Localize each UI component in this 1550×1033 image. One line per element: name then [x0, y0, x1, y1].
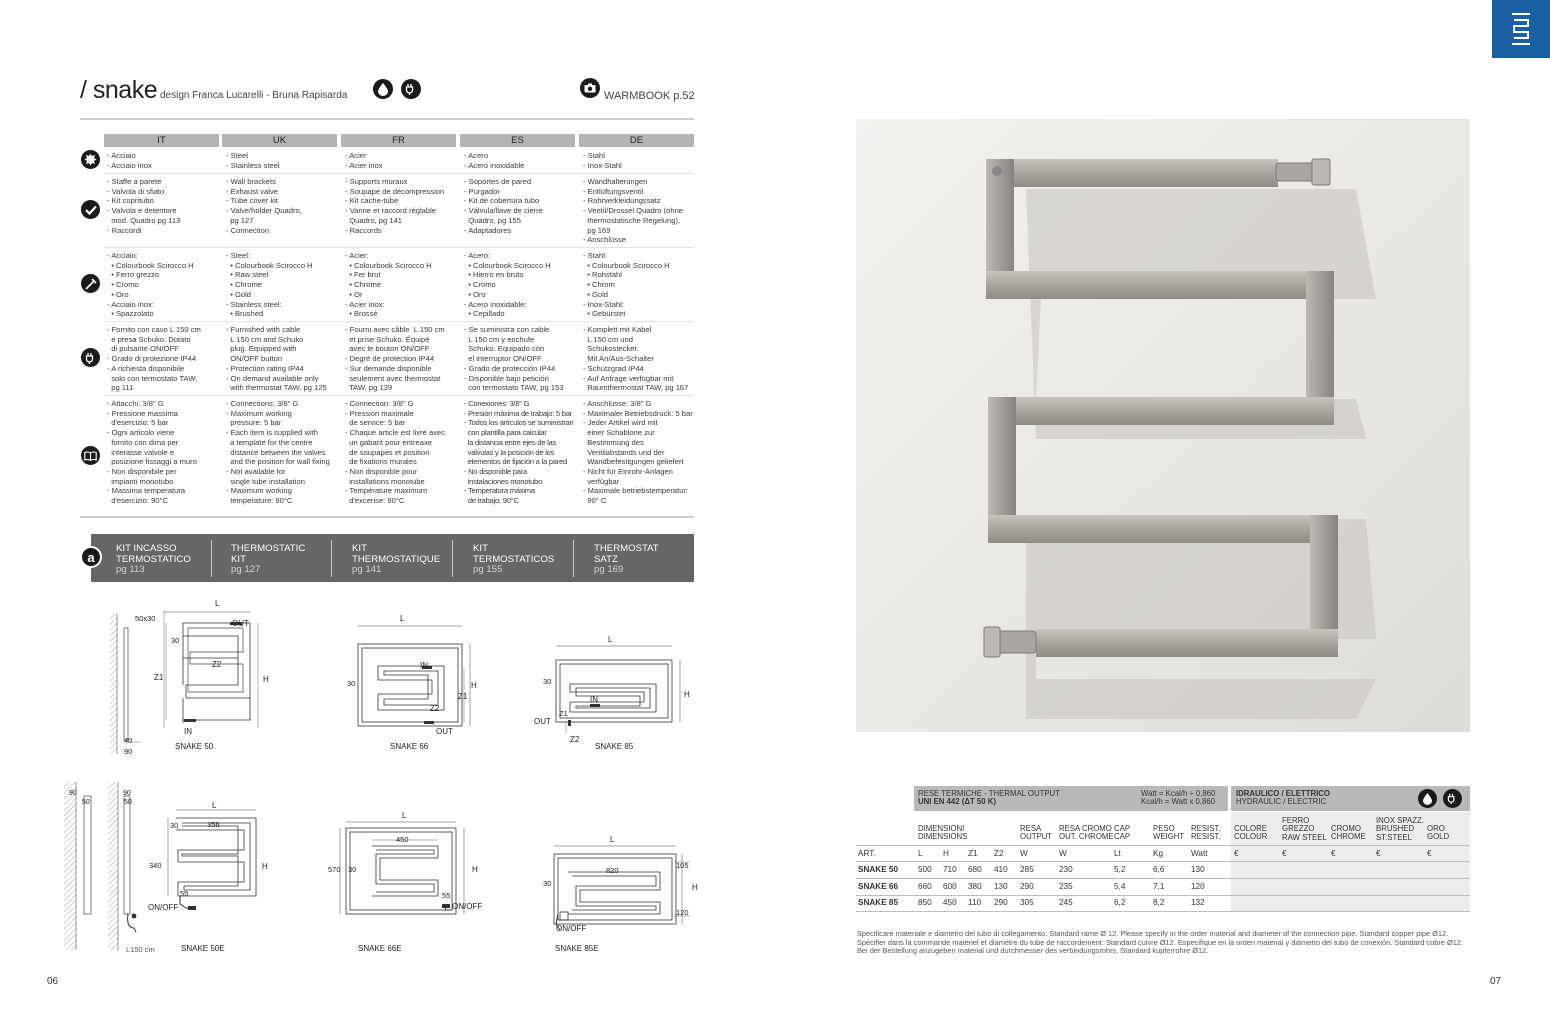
drawing-snake-66	[340, 610, 480, 740]
price-chrome: €	[1331, 849, 1336, 858]
kit-title: KIT THERMOSTATIQUE	[352, 543, 441, 565]
model-name: SNAKE 85	[858, 898, 899, 907]
value-capacity: 6,2	[1114, 898, 1126, 907]
spec-cell: - Acier: • Colourbook Scirocco H • Fer brut • Chrome • Or - Acier inox: • Brossé	[345, 251, 432, 319]
row-divider	[856, 878, 1470, 879]
warmbook-reference: WARMBOOK p.52	[604, 90, 695, 102]
drawing-snake-85	[530, 634, 695, 744]
page-number-left: 06	[47, 976, 59, 987]
dim-label: 30	[543, 677, 552, 686]
unit-w: W	[1020, 849, 1028, 858]
spec-cell: - Se suministra con cable L 150 cm y enchufe Schuko. Equipado con el interruptor ON/OFF - Grado de protección IP44 - Disponible bajo petición con termostato TAW, pg 153	[464, 325, 564, 393]
switch-label: ON/OFF	[452, 902, 483, 911]
kit-title: KIT TERMOSTATICOS	[473, 543, 555, 565]
value-h: 450	[943, 898, 957, 907]
kit-page: pg 169	[594, 564, 624, 575]
spec-cell: - Wall brackets - Exhaust valve - Tube cover kit - Valve/holder Quadro, pg 127 - Connection	[226, 177, 302, 235]
unit-watt: Watt	[1191, 849, 1208, 858]
dim-h: H	[472, 865, 478, 874]
hydraulic-subheading: HYDRAULIC / ELECTRIC	[1236, 797, 1327, 806]
spec-cell: - Connection: 3/8" G - Pression maximale de service: 5 bar - Chaque article est livré avec un gabarit pour entreaxe de soupapes et position de fixations murales - Non disponible pour installations monotube - Température maximum d'excerise: 90°C	[345, 399, 446, 506]
out-label: OUT	[232, 619, 249, 628]
dim-label: 30	[348, 865, 357, 874]
row-divider	[856, 895, 1470, 896]
lang-header-de: DE	[579, 134, 694, 147]
product-photo	[856, 119, 1470, 732]
brand-tab	[1492, 0, 1550, 58]
brand-logo-icon	[1492, 0, 1550, 58]
spec-cell: - Connections: 3/8" G - Maximum working pressure: 5 bar - Each item is supplied with a template for the centre distance between the valves and the position for wall fixing - Not available for single tube installation - Maximum working temperature: 90°C	[226, 399, 330, 506]
checkmark-icon	[81, 200, 100, 219]
footnote	[857, 930, 1477, 956]
kit-separator	[331, 540, 332, 577]
spec-cell: - Furnished with cable L 150 cm and Schuko plug. Equipped with ON/OFF button - Protection rating IP44 - On demand available only with thermostat TAW, pg 125	[226, 325, 327, 393]
spec-cell: - Fornito con cavo L 150 cm e presa Schuko. Dotato di pulsante ON/OFF - Grado di protezione IP44 - A richiesta disponibile solo con termostato TAW, pg 111	[107, 325, 201, 393]
out-label: OUT	[534, 717, 551, 726]
dim-z2: Z2	[212, 660, 222, 669]
value-weight: 8,2	[1153, 898, 1165, 907]
thermal-standard: UNI EN 442 (ΔT 50 K)	[918, 797, 996, 806]
page-number-right: 07	[1490, 976, 1502, 987]
col-gold: ORO GOLD	[1427, 824, 1450, 842]
col-resistance: RESIST. RESIST.	[1191, 824, 1221, 842]
kit-title: THERMOSTAT SATZ	[594, 543, 659, 565]
value-z1: 110	[968, 898, 982, 907]
drawing-caption: SNAKE 85E	[555, 944, 599, 953]
footnote-line: Specificare materiale e diametro del tubo di collegamento. Standard rame Ø 12. Please specify in the order material and diameter of the connection pipe. Standard copper pipe Ø12.	[857, 929, 1449, 938]
value-resistance: 132	[1191, 898, 1205, 907]
dim-z1: Z1	[154, 673, 164, 682]
dim-label: 30	[543, 879, 552, 888]
unit-lt: Lt	[1114, 849, 1121, 858]
spec-cell: - Supports muraux - Soupape de décompression - Kit cache-tube - Vanne et raccord réglable Quadro, pg 141 - Raccords	[345, 177, 445, 235]
dim-l: L	[400, 614, 405, 623]
price-raw-steel: €	[1282, 849, 1287, 858]
dim-label: 55	[442, 891, 451, 900]
dim-l: L	[402, 811, 407, 820]
unit-l: L	[918, 849, 923, 858]
value-h: 600	[943, 882, 957, 891]
dim-label: 820	[606, 866, 619, 875]
drawing-snake-85e	[534, 834, 700, 944]
spec-cell: - Stahl: • Colourbook Scirocco H • Rohstahl • Chrom • Gold - Inox-Stahl: • Gebürstet	[583, 251, 670, 319]
value-z2: 410	[994, 865, 1008, 874]
drawing-caption: SNAKE 50E	[181, 944, 225, 953]
dim-h: H	[262, 862, 268, 871]
kit-page: pg 113	[116, 564, 145, 575]
kit-item-fr[interactable]	[352, 544, 440, 576]
dim-h: H	[263, 675, 269, 684]
value-output: 290	[1020, 882, 1034, 891]
row-divider	[104, 395, 694, 396]
dim-z2: Z2	[570, 735, 580, 744]
spec-cell: - Acero: • Colourbook Scirocco H • Hierro en bruto • Cromo • Oro - Acero inoxidable: • Cepillado	[464, 251, 551, 319]
unit-z1: Z1	[968, 849, 978, 858]
drawing-snake-50	[108, 598, 288, 758]
value-output-chrome: 245	[1059, 898, 1073, 907]
value-h: 710	[943, 865, 957, 874]
spec-cell: - Acero - Acero inoxidable	[464, 151, 525, 170]
dim-l: L	[215, 599, 220, 608]
product-title: / snake	[80, 76, 158, 104]
lang-header-it: IT	[104, 134, 219, 147]
dim-l: L	[212, 801, 217, 810]
unit-kg: Kg	[1153, 849, 1164, 858]
kit-separator	[573, 540, 574, 577]
water-drop-icon	[1418, 789, 1437, 808]
dim-label: 90	[69, 790, 77, 797]
col-output: RESA OUTPUT	[1020, 824, 1053, 842]
camera-icon	[580, 78, 600, 98]
col-capacity: CAP CAP	[1114, 824, 1131, 842]
hydraulic-heading: IDRAULICO / ELETTRICO	[1236, 789, 1330, 798]
dim-label: 340	[149, 861, 162, 870]
dim-label: 55	[180, 889, 189, 898]
electric-plug-icon	[81, 348, 100, 367]
radiator-image	[856, 119, 1470, 732]
switch-label: ON/OFF	[556, 924, 587, 933]
dim-z1: Z1	[458, 692, 468, 701]
kit-title: KIT INCASSO TERMOSTATICO	[116, 543, 191, 565]
spec-cell: - Staffe a parete - Valvola di sfiato - Kit copritubo - Valvola e detentore mod. Quadro pg 113 - Raccordi	[107, 177, 181, 235]
value-capacity: 5,2	[1114, 865, 1126, 874]
lang-header-fr: FR	[341, 134, 456, 147]
dim-label: 30	[347, 679, 356, 688]
spec-cell: - Acier - Acier inox	[345, 151, 383, 170]
col-chrome: CROMO CHROME	[1331, 824, 1366, 842]
value-z1: 680	[968, 865, 982, 874]
table-bottom-divider	[80, 516, 694, 518]
drawing-caption: SNAKE 66	[390, 742, 429, 751]
dim-l: L	[610, 835, 615, 844]
book-icon	[81, 446, 100, 465]
row-divider	[856, 861, 1470, 862]
dim-label: 450	[396, 835, 409, 844]
value-output: 285	[1020, 865, 1034, 874]
dim-h: H	[471, 681, 477, 690]
water-drop-icon	[373, 79, 393, 99]
spec-cell: - Fourni avec câble L 150 cm et prise Schuko. Équipé avec le bouton ON/OFF - Degré de protection IP44 - Sur demande disponible seulement avec thermostat TAW, pg 139	[345, 325, 445, 393]
dim-label: 90	[124, 747, 133, 756]
price-gold: €	[1427, 849, 1432, 858]
spec-cell: - Wandhalterungen - Entlüftungsventil - Rohrverkleidungssatz - Ventil/Drossel Quadro (ohne thermostatische Regelung), pg 169 - Anschlüsse	[583, 177, 684, 245]
in-label: IN	[420, 661, 428, 670]
designer-credit: design Franca Lucarelli - Bruna Rapisarda	[160, 90, 348, 101]
value-resistance: 120	[1191, 882, 1205, 891]
dim-label: 90	[123, 790, 131, 797]
drawing-snake-66e	[326, 810, 486, 940]
drawing-snake-50e	[62, 778, 282, 956]
spec-cell: - Conexiones: 3/8" G - Presión máxima de trabajo: 5 bar - Todos los artículos se suministran con plantilla para calcular la distancia entre ejes de las válvulas y la posición de los elementos de fijación a la pared - No disponible para instalaciones monotubo - Temperatura máxima de trabajo: 90°C	[464, 399, 574, 506]
price-colour: €	[1234, 849, 1239, 858]
col-raw-steel: FERRO GREZZO RAW STEEL	[1282, 816, 1327, 842]
spec-cell: - Acciaio - Acciaio inox	[107, 151, 152, 170]
finish-icon	[81, 274, 100, 293]
in-label: IN	[590, 695, 598, 704]
spec-cell: - Steel - Stainless steel	[226, 151, 280, 170]
dim-h: H	[692, 883, 698, 892]
cable-length-label: L150 cm	[126, 945, 155, 954]
value-weight: 7,1	[1153, 882, 1165, 891]
value-weight: 6,6	[1153, 865, 1165, 874]
dim-h: H	[684, 690, 690, 699]
thermal-heading: RESE TERMICHE - THERMAL OUTPUT	[918, 789, 1060, 798]
unit-h: H	[943, 849, 949, 858]
kit-separator	[211, 540, 212, 577]
plug-icon	[1443, 789, 1462, 808]
header-divider	[80, 118, 694, 120]
plug-icon	[401, 79, 421, 99]
dim-label: 30	[171, 636, 180, 645]
unit-w-chrome: W	[1059, 849, 1067, 858]
in-label: IN	[184, 727, 192, 736]
footnote-line: Spécifier dans la commande matériel et diamètre du tube de raccordement. Standard cuivre Ø12. Especifique en la orden material y diámetro del tubo de conexión. Standard cobre Ø12.	[857, 937, 1463, 947]
col-dimensions: DIMENSIONI DIMENSIONS	[918, 824, 968, 842]
dim-label: 30	[170, 821, 179, 830]
dim-label: 120	[676, 908, 689, 917]
dim-label: 50	[124, 799, 132, 806]
drawing-caption: SNAKE 85	[595, 742, 634, 751]
value-l: 850	[918, 898, 932, 907]
value-z1: 380	[968, 882, 982, 891]
switch-label: ON/OFF	[148, 903, 179, 912]
kit-item-uk[interactable]	[231, 544, 305, 576]
dim-label: 570	[328, 865, 341, 874]
kit-title: THERMOSTATIC KIT	[231, 543, 306, 565]
drawing-caption: SNAKE 50	[175, 742, 214, 751]
unit-z2: Z2	[994, 849, 1004, 858]
price-brushed: €	[1376, 849, 1381, 858]
value-capacity: 5,4	[1114, 882, 1126, 891]
value-l: 500	[918, 865, 932, 874]
spec-cell: - Soportes de pared - Purgador - Kit de cobertura tubo - Válvula/llave de cierre Quadro, pg 155 - Adaptadores	[464, 177, 543, 235]
kit-page: pg 127	[231, 564, 261, 575]
spec-cell: - Stahl - Inox-Stahl	[583, 151, 622, 170]
model-name: SNAKE 66	[858, 882, 899, 891]
footnote-line: Bei der Bestellung anzugeben material und durchmesser des verbindungsrohrs. Standard kupferrohre Ø12.	[857, 946, 1209, 956]
value-output-chrome: 230	[1059, 865, 1073, 874]
spec-cell: - Anschlüsse: 3/8" G - Maximaler Betriebsdruck: 5 bar - Jeder Artikel wird mit einer Schablone zur Bestimmung des Ventilabstands und der Wandbefestigungen geliefert - Nicht für Einrohr-Anlagen verfügbar - Maximale betriebstemperatur: 90° C	[583, 399, 693, 506]
kit-item-es[interactable]	[473, 544, 554, 576]
dim-label: 356	[207, 820, 220, 829]
spec-cell: - Steel: • Colourbook Scirocco H • Raw steel • Chrome • Gold - Stainless steel: • Brushed	[226, 251, 313, 319]
formula-kcal: Kcal/h = Watt x 0,860	[1141, 797, 1216, 806]
dim-label: 50x30	[135, 614, 156, 623]
dim-z2: Z2	[430, 704, 440, 713]
dim-label: 40	[124, 736, 133, 745]
value-l: 660	[918, 882, 932, 891]
row-divider	[104, 247, 694, 248]
dim-label: 50	[82, 799, 90, 806]
col-weight: PESO WEIGHT	[1153, 824, 1185, 842]
out-label: OUT	[436, 727, 453, 736]
col-output-chrome: RESA CROMO OUT. CHROME	[1059, 824, 1114, 842]
drawing-caption: SNAKE 66E	[358, 944, 402, 953]
col-brushed-steel: INOX SPAZZ. BRUSHED ST.STEEL	[1376, 816, 1424, 842]
lang-header-uk: UK	[222, 134, 337, 147]
dim-z1: Z1	[559, 709, 568, 718]
value-output-chrome: 235	[1059, 882, 1073, 891]
material-icon	[81, 150, 100, 169]
value-resistance: 130	[1191, 865, 1205, 874]
kit-item-de[interactable]	[594, 544, 659, 576]
row-divider	[104, 173, 694, 174]
kit-page: pg 141	[352, 564, 382, 575]
value-z2: 290	[994, 898, 1008, 907]
dim-label: 105	[676, 861, 689, 870]
formula-watt: Watt = Kcal/h ÷ 0,860	[1141, 789, 1216, 798]
col-colour: COLORE COLOUR	[1234, 824, 1268, 842]
kit-badge: a	[80, 546, 102, 568]
lang-header-es: ES	[460, 134, 575, 147]
value-z2: 130	[994, 882, 1008, 891]
row-divider	[104, 321, 694, 322]
model-name: SNAKE 50	[858, 865, 899, 874]
kit-page: pg 155	[473, 564, 503, 575]
spec-cell: - Komplett mit Kabel L 150 cm und Schukostecker. Mit An/Aus-Schalter - Schutzgrad IP44 - Auf Anfrage verfügbar mit Raumthermostat TAW, pg 167	[583, 325, 689, 393]
kit-item-it[interactable]	[116, 544, 191, 576]
spec-cell: - Acciaio: • Colourbook Scirocco H • Ferro grezzo • Cromo • Oro - Acciaio inox: • Spazzolato	[107, 251, 194, 319]
spec-cell: - Attacchi: 3/8" G - Pressione massima d'esercizio: 5 bar - Ogni articolo viene fornito con dima per interasse valvole e posizione fissaggi a muro - Non disponibile per impianti monotubo - Massima temperatura d'esercizio: 90°C	[107, 399, 197, 506]
kit-separator	[452, 540, 453, 577]
row-divider	[856, 911, 1470, 912]
unit-art: ART.	[858, 849, 876, 858]
dim-l: L	[608, 635, 613, 644]
value-output: 305	[1020, 898, 1034, 907]
row-divider	[856, 845, 1470, 846]
